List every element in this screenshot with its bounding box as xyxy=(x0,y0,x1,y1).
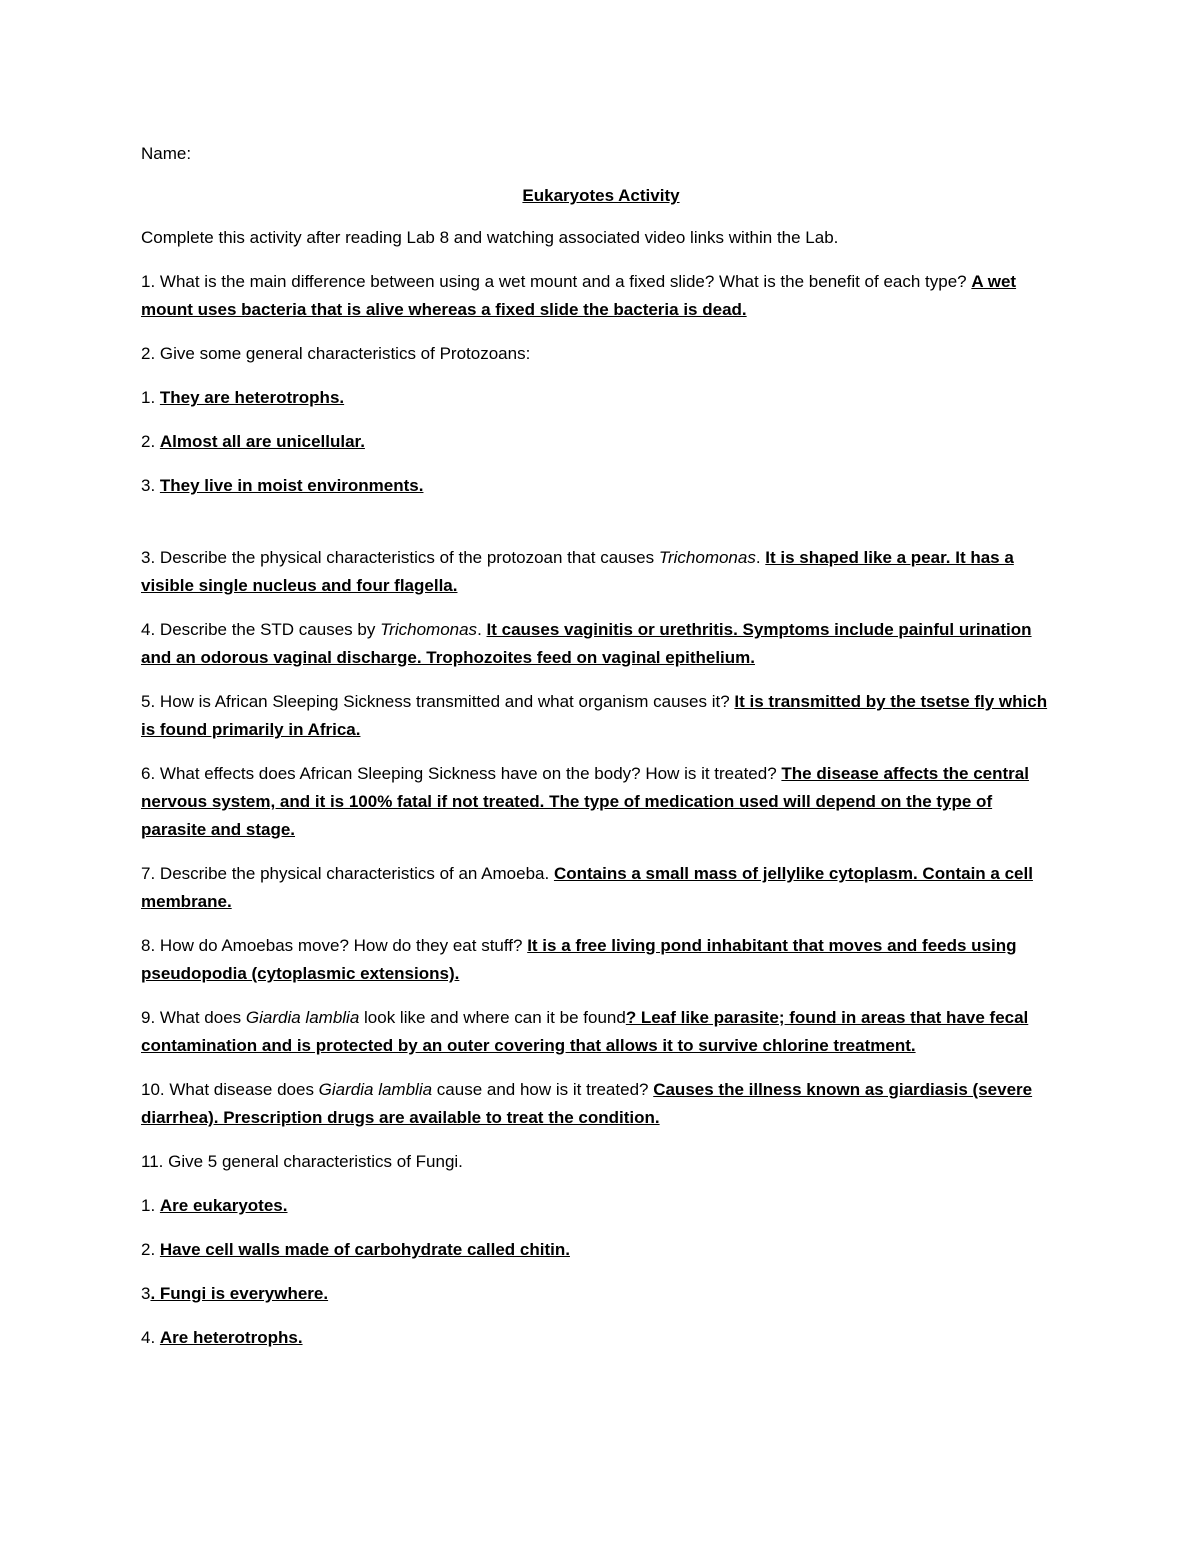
list-item xyxy=(141,1192,1061,1220)
answer-text: Have cell walls made of carbohydrate called chitin. xyxy=(159,1240,570,1259)
answer-text: It causes vaginitis or urethritis. Symptoms include painful urination and an odorous vaginal discharge. Trophozoites feed on vaginal epithelium. xyxy=(141,620,1032,667)
answer-text: ? Leaf like parasite; found in areas that have fecal contamination and is protected by an outer covering that allows it to survive chlorine treatment. xyxy=(141,1008,1029,1055)
spacer xyxy=(141,516,1061,544)
list-item xyxy=(141,1280,1061,1308)
organism-name: Giardia lamblia xyxy=(318,1080,433,1099)
question-number: 9. xyxy=(141,1008,156,1027)
answer-text: Are eukaryotes. xyxy=(159,1196,288,1215)
document-title: Eukaryotes Activity xyxy=(522,186,680,205)
question-text: What is the main difference between using a wet mount and a fixed slide? What is the benefit of each type? xyxy=(155,272,972,291)
question-text: What disease does xyxy=(164,1080,319,1099)
question-text: Give 5 general characteristics of Fungi. xyxy=(163,1152,463,1171)
question-8 xyxy=(141,932,1061,988)
question-text: What does xyxy=(155,1008,246,1027)
instructions: Complete this activity after reading Lab 8 and watching associated video links within the Lab. xyxy=(141,228,839,247)
question-number: 1. xyxy=(141,272,156,291)
answer-text: Are heterotrophs. xyxy=(159,1328,303,1347)
question-number: 11. xyxy=(141,1152,164,1171)
organism-name: Trichomonas xyxy=(658,548,756,567)
list-item xyxy=(141,384,1061,412)
name-label: Name: xyxy=(141,144,192,163)
organism-name: Trichomonas xyxy=(380,620,478,639)
question-4 xyxy=(141,616,1061,672)
question-2 xyxy=(141,340,1061,368)
question-number: 5. xyxy=(141,692,156,711)
question-number: 8. xyxy=(141,936,156,955)
question-3 xyxy=(141,544,1061,600)
question-number: 3. xyxy=(141,548,156,567)
question-text: Describe the physical characteristics of an Amoeba. xyxy=(155,864,554,883)
document-page xyxy=(141,140,1061,1368)
answer-text: It is a free living pond inhabitant that moves and feeds using pseudopodia (cytoplasmic extensions). xyxy=(141,936,1017,983)
question-5 xyxy=(141,688,1061,744)
item-number: 3 xyxy=(141,1284,151,1303)
item-number: 2. xyxy=(141,432,160,451)
question-number: 4. xyxy=(141,620,156,639)
question-number: 6. xyxy=(141,764,156,783)
list-item xyxy=(141,1324,1061,1352)
answer-text: They are heterotrophs. xyxy=(159,388,345,407)
question-text: . xyxy=(477,620,487,639)
item-number: 3. xyxy=(141,476,160,495)
item-number: 1. xyxy=(141,388,160,407)
answer-text: It is transmitted by the tsetse fly which is found primarily in Africa. xyxy=(141,692,1048,739)
answer-text: Almost all are unicellular. xyxy=(159,432,365,451)
question-text: Describe the physical characteristics of the protozoan that causes xyxy=(155,548,659,567)
item-number: 1. xyxy=(141,1196,160,1215)
answer-text: A wet mount uses bacteria that is alive whereas a fixed slide the bacteria is dead. xyxy=(141,272,1017,319)
answer-text: Contains a small mass of jellylike cytoplasm. Contain a cell membrane. xyxy=(141,864,1033,911)
question-7 xyxy=(141,860,1061,916)
question-6 xyxy=(141,760,1061,844)
item-number: 4. xyxy=(141,1328,160,1347)
question-text: Give some general characteristics of Protozoans: xyxy=(155,344,531,363)
question-text: What effects does African Sleeping Sickness have on the body? How is it treated? xyxy=(155,764,782,783)
question-text: How do Amoebas move? How do they eat stuff? xyxy=(155,936,528,955)
question-number: 2. xyxy=(141,344,156,363)
question-text: look like and where can it be found xyxy=(359,1008,626,1027)
question-number: 10. xyxy=(141,1080,165,1099)
answer-text: It is shaped like a pear. It has a visible single nucleus and four flagella. xyxy=(141,548,1014,595)
question-10 xyxy=(141,1076,1061,1132)
list-item xyxy=(141,1236,1061,1264)
list-item xyxy=(141,472,1061,500)
question-9 xyxy=(141,1004,1061,1060)
question-text: cause and how is it treated? xyxy=(432,1080,654,1099)
answer-text: . Fungi is everywhere. xyxy=(150,1284,329,1303)
answer-text: The disease affects the central nervous system, and it is 100% fatal if not treated. The type of medication used will depend on the type of parasite and stage. xyxy=(141,764,1029,839)
question-11 xyxy=(141,1148,1061,1176)
question-text: Describe the STD causes by xyxy=(155,620,381,639)
question-number: 7. xyxy=(141,864,156,883)
organism-name: Giardia lamblia xyxy=(245,1008,360,1027)
answer-text: They live in moist environments. xyxy=(159,476,424,495)
question-text: . xyxy=(755,548,766,567)
question-text: How is African Sleeping Sickness transmitted and what organism causes it? xyxy=(155,692,735,711)
question-1 xyxy=(141,268,1061,324)
list-item xyxy=(141,428,1061,456)
item-number: 2. xyxy=(141,1240,160,1259)
answer-text: Causes the illness known as giardiasis (severe diarrhea). Prescription drugs are available to treat the condition. xyxy=(141,1080,1033,1127)
